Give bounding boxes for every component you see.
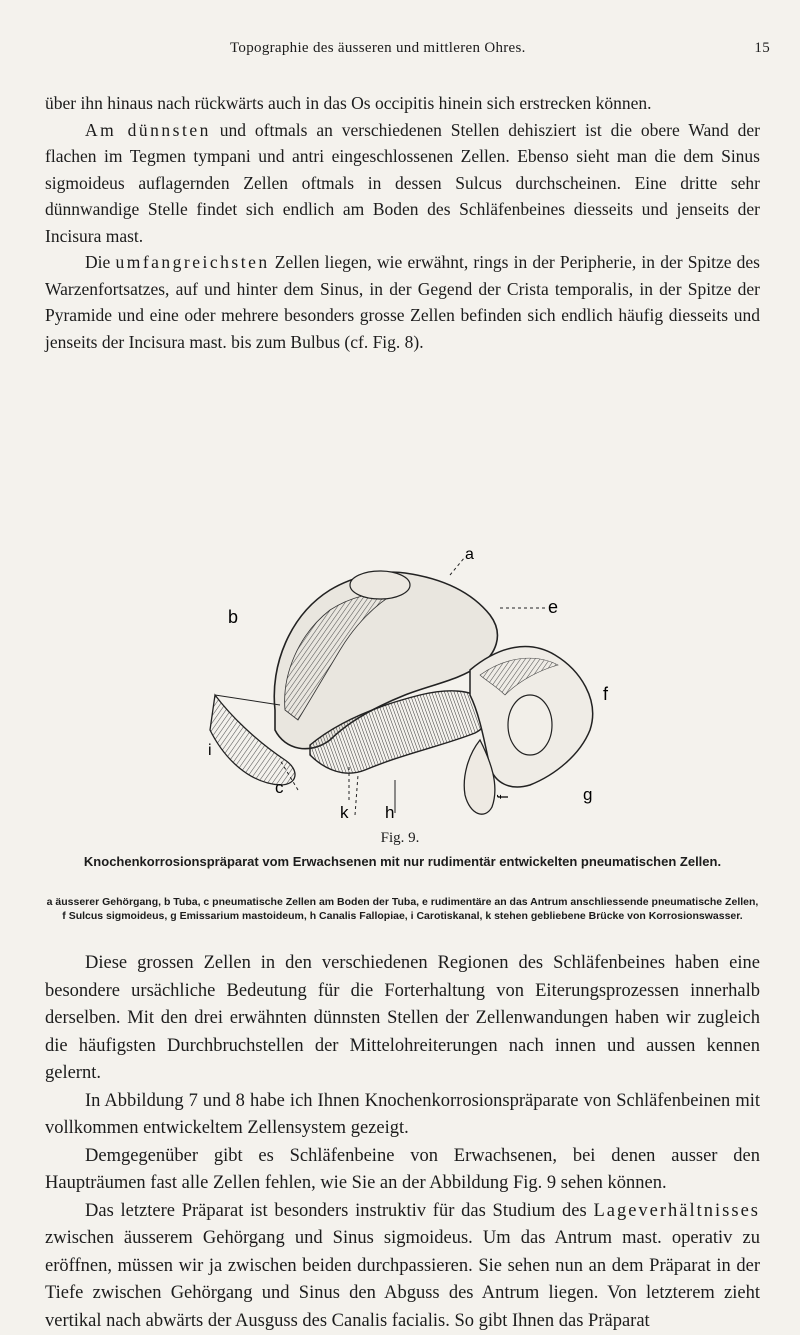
leader-line bbox=[355, 775, 358, 815]
paragraph bbox=[45, 249, 760, 355]
running-head-title: Topographie des äusseren und mittleren Ohres. bbox=[230, 40, 526, 57]
figure-number: Fig. 9. bbox=[0, 830, 800, 847]
emphasized-text: umfangreichsten bbox=[115, 252, 269, 272]
running-head bbox=[230, 40, 770, 60]
figure-legend: a äusserer Gehörgang, b Tuba, c pneumatische Zellen am Boden der Tuba, e rudimentäre an das Antrum anschliessende pneumatische Zellen, f Sulcus sigmoideus, g Emissarium mastoideum, h Canalis Fallopiae, i Carotiskanal, k stehen gebliebene Brücke von Korrosionswasser. bbox=[45, 895, 760, 923]
paragraph-text: und oftmals an verschiedenen Stellen dehisziert ist die obere Wand der flachen im Tegmen tympani und antri eingeschlossenen Zellen. Ebenso sieht man die dem Sinus sigmoideus auflagernden Zellen oftmals in dessen Sulcus durchscheinen. Eine dritte sehr dünnwandige Stelle findet sich endlich am Boden des Schläfenbeines diesseits und jenseits der Incisura mast. bbox=[45, 120, 760, 246]
label-i: i bbox=[208, 742, 212, 759]
label-e: e bbox=[548, 597, 558, 617]
label-h: h bbox=[385, 803, 394, 822]
upper-text bbox=[45, 90, 760, 355]
label-k: k bbox=[340, 803, 349, 822]
paragraph bbox=[45, 1198, 760, 1335]
label-b: b bbox=[228, 607, 238, 627]
paragraph-text: Die bbox=[85, 252, 115, 272]
label-f: f bbox=[603, 684, 609, 704]
paragraph-text: Zellen liegen, wie erwähnt, rings in der Peripherie, in der Spitze des Warzenfortsatzes, auf und hinter dem Sinus, in der Gegend der Crista temporalis, in der Spitze der Pyramide und eine oder mehrere besonders grosse Zellen befinden sich endlich häufig diesseits und jenseits der Incisura mast. bis zum Bulbus (cf. Fig. 8). bbox=[45, 252, 760, 352]
cell bbox=[508, 695, 552, 755]
paragraph bbox=[45, 117, 760, 250]
leader-line bbox=[215, 695, 280, 705]
label-g: g bbox=[583, 785, 592, 804]
paragraph-text: Das letztere Präparat ist besonders instruktiv für das Studium des bbox=[85, 1201, 593, 1221]
figure-caption: Knochenkorrosionspräparat vom Erwachsenen mit nur rudimentär entwickelten pneumatischen Zellen. bbox=[45, 853, 760, 870]
lower-text bbox=[45, 950, 760, 1335]
label-c: c bbox=[275, 778, 284, 797]
anatomical-illustration bbox=[180, 545, 630, 825]
page-number: 15 bbox=[754, 40, 770, 57]
paragraph: Diese grossen Zellen in den verschiedenen Regionen des Schläfenbeines haben eine besondere ursächliche Bedeutung für die Forterhaltung von Eiterungsprozessen innerhalb derselben. Mit den drei erwähnten dünnsten Stellen der Zellenwandungen haben wir zugleich die häufigsten Durchbruchstellen der Mittelohreiterungen nach innen und aussen kennen gelernt. bbox=[45, 950, 760, 1088]
paragraph: Demgegenüber gibt es Schläfenbeine von Erwachsenen, bei denen ausser den Haupträumen fast alle Zellen fehlen, wie Sie an der Abbildung Fig. 9 sehen können. bbox=[45, 1143, 760, 1198]
emphasized-text: Lageverhältnisses bbox=[593, 1201, 760, 1221]
paragraph-text: zwischen äusserem Gehörgang und Sinus sigmoideus. Um das Antrum mast. operativ zu eröffnen, müssen wir ja zwischen beiden durchpassieren. Sie sehen nun an dem Präparat in der Tiefe zwischen Gehörgang und Sinus den Abguss des Antrum liegen. Von letzterem zieht vertikal nach abwärts der Ausguss des Canalis facialis. So gibt Ihnen das Präparat bbox=[45, 1228, 760, 1331]
paragraph: über ihn hinaus nach rückwärts auch in das Os occipitis hinein sich erstrecken können. bbox=[45, 90, 760, 117]
label-a: a bbox=[465, 546, 474, 563]
emphasized-text: Am dünnsten bbox=[85, 120, 211, 140]
paragraph: In Abbildung 7 und 8 habe ich Ihnen Knochenkorrosionspräparate von Schläfenbeinen mit vollkommen entwickeltem Zellensystem gezeigt. bbox=[45, 1088, 760, 1143]
label-f-lower: f bbox=[495, 794, 512, 799]
cell bbox=[350, 571, 410, 599]
leader-line bbox=[450, 557, 465, 575]
figure-9 bbox=[180, 545, 630, 825]
